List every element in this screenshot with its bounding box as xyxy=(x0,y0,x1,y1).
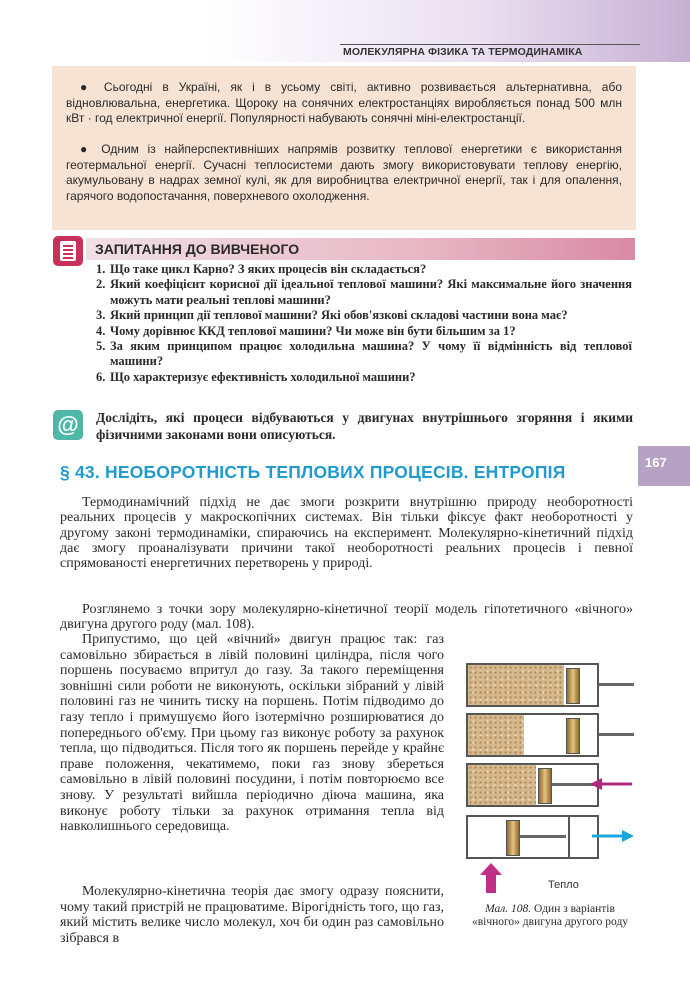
research-task: Дослідіть, які процеси відбуваються у двигунах внутрішнього згоряння і якими фізичними законами вони описуються. xyxy=(96,410,633,442)
questions-icon xyxy=(53,236,83,266)
gas-fill xyxy=(468,665,564,705)
questions-title: ЗАПИТАННЯ ДО ВИВЧЕНОГО xyxy=(95,241,300,257)
body-paragraph-2: Розглянемо з точки зору молекулярно-кінетичної теорії модель гіпотетичного «вічного» двигуна другого роду (мал. 108). xyxy=(60,602,633,633)
question-item xyxy=(96,324,632,339)
question-item xyxy=(96,308,632,323)
arrow-left-icon xyxy=(590,777,634,791)
question-text: Що характеризує ефективність холодильної машини? xyxy=(110,369,416,384)
piston xyxy=(566,718,580,754)
research-at-icon: @ xyxy=(53,410,83,440)
body-paragraph-4: Молекулярно-кінетична теорія дає змогу одразу пояснити, чому такий пристрій не працюватиме. Вірогідність того, що газ, який містить велике число молекул, хоч би один раз самовільно зібрався в xyxy=(60,884,444,946)
cylinder-state-2 xyxy=(466,713,599,757)
piston-rod xyxy=(599,683,634,686)
question-text: Чому дорівнює ККД теплової машини? Чи може він бути більшим за 1? xyxy=(110,323,516,338)
piston xyxy=(566,668,580,704)
gas-fill xyxy=(468,715,524,755)
caption-label: Мал. 108. xyxy=(485,903,532,915)
figure-108 xyxy=(466,655,634,895)
arrow-right-icon xyxy=(590,829,634,843)
question-item xyxy=(96,277,632,308)
questions-list xyxy=(96,262,632,385)
question-text: За яким принципом працює холодильна машина? У чому її відмінність від теплової машини? xyxy=(110,339,632,369)
piston xyxy=(538,768,552,804)
piston xyxy=(506,820,520,856)
question-item xyxy=(96,262,632,277)
figure-caption xyxy=(462,903,638,928)
piston-rod xyxy=(599,733,634,736)
question-text: Що таке цикл Карно? З яких процесів він складається? xyxy=(110,262,427,276)
question-number: 6. xyxy=(96,369,106,384)
heat-label: Тепло xyxy=(548,879,579,891)
body-paragraph-3: Припустимо, що цей «вічний» двигун працює так: газ самовільно збирається в лівій половині циліндра, після чого поршень посуваємо впритул до газу. За такого переміщення зовнішні сили роботи не виконують, оскільки зібраний у лівій половині газ не чинить тиску на поршень. Потім підводимо до газу тепло і примушуємо його ізотермічно розширюватися до попереднього об'єму. При цьому газ виконує роботу за рахунок тепла, що підводиться. Після того як поршень перейде у крайнє праве положення, чекатимемо, поки газ знову збереться самовільно в лівій половині посудини, і потім повторюємо все знову. У результаті вийшла періодично діюча машина, яка виконує роботу тільки за рахунок отримання тепла від навколишнього середовища. xyxy=(60,632,444,835)
question-item xyxy=(96,339,632,370)
question-number: 5. xyxy=(96,339,106,354)
header-rule xyxy=(340,44,640,45)
info-box xyxy=(52,66,636,230)
info-paragraph-2: ● Одним із найперспективніших напрямів розвитку теплової енергетики є використання геотермальної енергії. Сучасні теплосистеми дають змогу використовувати теплову енергію, акумульовану в надрах земної кулі, як для виробництва електричної енергії, так і для опалення, гарячого водопостачання, поверхневого охолодження. xyxy=(66,142,622,203)
question-item xyxy=(96,370,632,385)
question-number: 1. xyxy=(96,262,106,276)
body-paragraph-1: Термодинамічний підхід не дає змоги розкрити внутрішню природу необоротності реальних процесів у макроскопічних системах. Він тільки фіксує факт необоротності у другому законі термодинаміки, спираючись на експеримент. Молекулярно-кінетичний підхід дає змогу проаналізувати причини такої необоротності реальних процесів і певної спрямованості енергетичних перетворень у природі. xyxy=(60,495,633,572)
running-header: МОЛЕКУЛЯРНА ФІЗИКА ТА ТЕРМОДИНАМІКА xyxy=(343,46,583,58)
question-number: 2. xyxy=(96,277,106,292)
heat-arrow-up-icon xyxy=(480,863,502,893)
question-number: 3. xyxy=(96,308,106,323)
question-text: Який принцип дії теплової машини? Які обов'язкові складові частини вона має? xyxy=(110,308,568,323)
piston-rod xyxy=(518,835,566,838)
gas-fill xyxy=(468,765,536,805)
caption-text: Один з варіантів «вічного» двигуна другого роду xyxy=(471,903,629,928)
question-text: Який коефіцієнт корисної дії ідеальної теплової машини? Які максимальне його значення можуть мати реальні теплові машини? xyxy=(110,277,632,307)
page-number: 167 xyxy=(645,455,667,470)
cylinder-state-1 xyxy=(466,663,599,707)
question-number: 4. xyxy=(96,323,106,338)
section-heading: § 43. НЕОБОРОТНІСТЬ ТЕПЛОВИХ ПРОЦЕСІВ. ЕНТРОПІЯ xyxy=(60,462,566,482)
info-paragraph-1: ● Сьогодні в Україні, як і в усьому світі, активно розвивається альтернативна, або відновлювальна, енергетика. Щороку на сонячних електростанціях виробляється понад 500 млн кВт · год електричної енергії. Популярності набувають сонячні міні-електростанції. xyxy=(66,80,622,126)
